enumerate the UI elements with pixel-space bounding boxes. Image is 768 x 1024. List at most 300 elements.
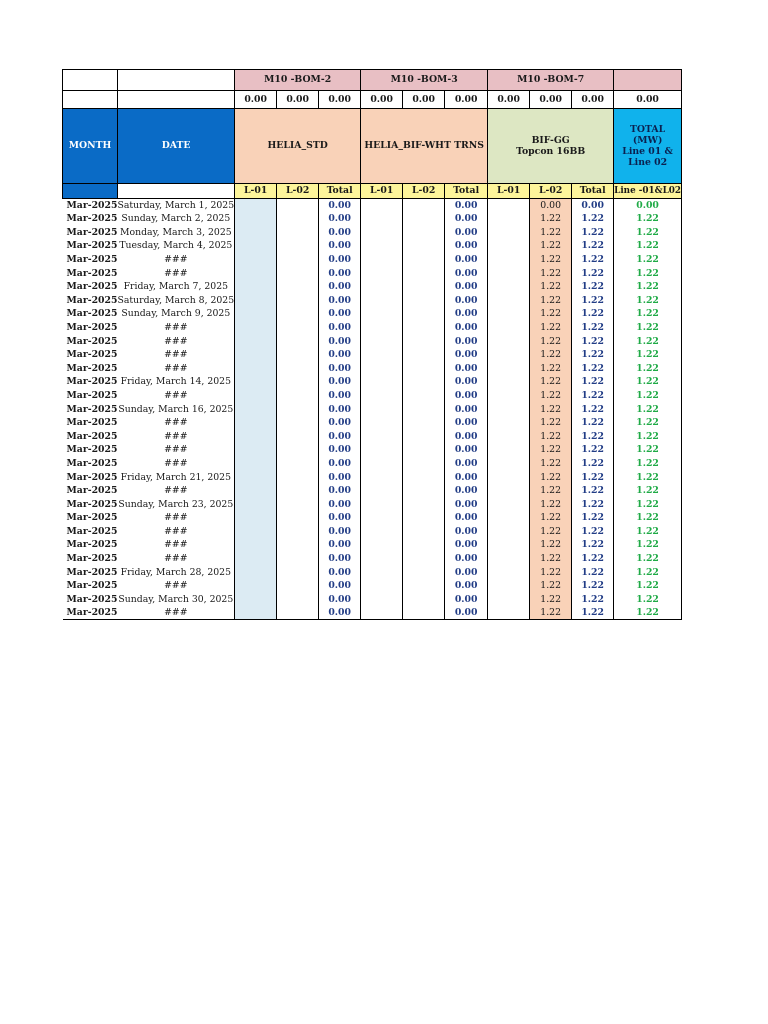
month-cell: Mar-2025 [66, 471, 118, 483]
l02-cell [403, 212, 445, 226]
l02-header: L-02 [277, 184, 319, 199]
l01-cell [235, 253, 277, 267]
l01-cell [235, 552, 277, 566]
l02-cell: 1.22 [530, 525, 572, 539]
month-cell: Mar-2025 [66, 553, 118, 565]
l02-cell: 1.22 [530, 470, 572, 484]
production-sheet [62, 69, 682, 620]
empty-cell [118, 70, 235, 91]
l02-cell: 1.22 [530, 362, 572, 376]
product-line-2: Topcon 16BB [516, 146, 586, 157]
total-cell: 0.00 [319, 375, 361, 389]
l01-cell [361, 199, 403, 213]
total-cell: 0.00 [445, 321, 488, 335]
total-cell: 1.22 [572, 484, 614, 498]
date-cell: ### [164, 525, 188, 537]
product-helia-std: HELIA_STD [235, 109, 361, 184]
date-cell: ### [164, 389, 188, 401]
l01-cell [488, 498, 530, 512]
month-cell: Mar-2025 [66, 417, 118, 429]
total-cell: 0.00 [445, 470, 488, 484]
group-value: 0.00 [572, 91, 614, 109]
total-cell: 0.00 [319, 280, 361, 294]
total-cell: 0.00 [445, 593, 488, 607]
total-cell: 1.22 [572, 579, 614, 593]
l02-cell [277, 593, 319, 607]
l01-header: L-01 [235, 184, 277, 199]
date-cell: ### [118, 606, 235, 620]
l01-cell [235, 212, 277, 226]
group-value: 0.00 [403, 91, 445, 109]
l02-cell: 1.22 [530, 321, 572, 335]
l02-cell: 1.22 [530, 593, 572, 607]
l02-cell [403, 362, 445, 376]
l01-cell [235, 593, 277, 607]
date-cell: ### [164, 539, 188, 551]
l01-cell [488, 389, 530, 403]
month-cell: Mar-2025 [66, 226, 118, 238]
l01-cell [235, 430, 277, 444]
l02-cell [403, 239, 445, 253]
l02-cell: 1.22 [530, 402, 572, 416]
l02-cell: 1.22 [530, 348, 572, 362]
l01-cell [488, 470, 530, 484]
l02-cell [403, 348, 445, 362]
total-cell: 0.00 [445, 226, 488, 240]
table-row [63, 239, 682, 253]
date-cell: ### [164, 362, 188, 374]
total-cell: 0.00 [445, 375, 488, 389]
total-cell: 0.00 [319, 226, 361, 240]
month-cell: Mar-2025 [66, 389, 118, 401]
total-cell: 1.22 [572, 402, 614, 416]
month-cell: Mar-2025 [66, 254, 118, 266]
month-cell: Mar-2025 [66, 321, 118, 333]
l02-cell [403, 416, 445, 430]
total-cell: 1.22 [572, 430, 614, 444]
product-header-row [63, 109, 682, 184]
date-cell: ### [164, 430, 188, 442]
l01-cell [235, 579, 277, 593]
l01-cell [235, 484, 277, 498]
total-cell: 0.00 [319, 212, 361, 226]
line-total-cell: 1.22 [614, 294, 682, 308]
l01-cell [488, 199, 530, 213]
product-helia-bif: HELIA_BIF-WHT TRNS [361, 109, 488, 184]
l02-cell: 1.22 [530, 389, 572, 403]
l02-cell [277, 498, 319, 512]
group-value: 0.00 [277, 91, 319, 109]
total-cell: 0.00 [319, 334, 361, 348]
total-cell: 0.00 [319, 579, 361, 593]
l02-cell [403, 280, 445, 294]
total-cell: 0.00 [572, 199, 614, 213]
total-cell: 1.22 [572, 362, 614, 376]
l02-cell [403, 484, 445, 498]
total-mw-line-3: Line 02 [628, 157, 668, 169]
total-cell: 0.00 [319, 239, 361, 253]
total-cell: 1.22 [572, 389, 614, 403]
date-cell: Friday, March 14, 2025 [120, 376, 231, 388]
l01-cell [235, 334, 277, 348]
total-cell: 0.00 [319, 402, 361, 416]
total-cell: 0.00 [319, 470, 361, 484]
total-cell: 1.22 [572, 606, 614, 620]
l01-cell [361, 416, 403, 430]
date-cell: ### [164, 321, 188, 333]
line-combined-header: Line -01&L02 [614, 184, 682, 199]
group-value: 0.00 [319, 91, 361, 109]
date-cell: Sunday, March 23, 2025 [118, 498, 234, 510]
table-row [63, 402, 682, 416]
total-mw-line-2: Line 01 & [622, 146, 673, 157]
table-row [63, 280, 682, 294]
line-total-cell: 1.22 [614, 239, 682, 253]
total-cell: 1.22 [572, 321, 614, 335]
empty-cell [118, 91, 235, 109]
table-row [63, 416, 682, 430]
total-cell: 0.00 [445, 457, 488, 471]
empty-cell [63, 91, 118, 109]
date-cell: ### [164, 457, 188, 469]
table-row [63, 199, 682, 213]
l01-cell [361, 362, 403, 376]
group-values-row [63, 91, 682, 109]
l01-cell [361, 280, 403, 294]
l01-cell [488, 443, 530, 457]
total-cell: 0.00 [445, 266, 488, 280]
month-cell: Mar-2025 [66, 566, 118, 578]
total-cell: 0.00 [445, 484, 488, 498]
group-name-2: M10 -BOM-3 [361, 70, 488, 91]
total-cell: 1.22 [572, 334, 614, 348]
total-cell: 1.22 [572, 348, 614, 362]
total-cell: 0.00 [445, 402, 488, 416]
product-bif-gg [488, 109, 614, 184]
l02-cell [277, 199, 319, 213]
l01-cell [361, 484, 403, 498]
l02-cell [277, 470, 319, 484]
l02-cell: 1.22 [530, 294, 572, 308]
line-total-cell: 1.22 [614, 430, 682, 444]
l02-cell [277, 307, 319, 321]
table-row [63, 552, 682, 566]
date-cell: ### [164, 335, 188, 347]
l01-cell [488, 457, 530, 471]
l01-cell [488, 334, 530, 348]
line-total-cell: 1.22 [614, 443, 682, 457]
total-cell: 1.22 [572, 416, 614, 430]
date-cell: ### [164, 349, 188, 361]
total-header: Total [445, 184, 488, 199]
month-cell: Mar-2025 [66, 444, 118, 456]
l01-cell [235, 280, 277, 294]
l02-cell [277, 334, 319, 348]
l02-cell [403, 498, 445, 512]
date-cell: Tuesday, March 4, 2025 [119, 240, 233, 252]
l02-cell [403, 334, 445, 348]
l02-cell: 1.22 [530, 226, 572, 240]
table-row [63, 525, 682, 539]
total-cell: 0.00 [445, 606, 488, 620]
total-cell: 1.22 [572, 266, 614, 280]
l02-cell [277, 226, 319, 240]
l02-cell [403, 606, 445, 620]
month-cell: Mar-2025 [66, 403, 118, 415]
l01-cell [361, 525, 403, 539]
total-cell: 1.22 [572, 593, 614, 607]
date-cell: Sunday, March 16, 2025 [118, 403, 234, 415]
l01-cell [235, 321, 277, 335]
l01-cell [361, 389, 403, 403]
l01-cell [361, 593, 403, 607]
total-cell: 0.00 [319, 253, 361, 267]
l02-cell: 1.22 [530, 280, 572, 294]
line-total-cell: 1.22 [614, 416, 682, 430]
l02-cell [403, 552, 445, 566]
date-cell: ### [164, 444, 188, 456]
l01-cell [488, 552, 530, 566]
l02-cell: 1.22 [530, 606, 572, 620]
l02-cell: 1.22 [530, 566, 572, 580]
total-cell: 0.00 [319, 430, 361, 444]
total-cell: 1.22 [572, 239, 614, 253]
l01-cell [235, 375, 277, 389]
total-cell: 0.00 [445, 566, 488, 580]
l02-cell [403, 266, 445, 280]
table-row [63, 226, 682, 240]
total-cell: 1.22 [572, 457, 614, 471]
date-cell: Friday, March 28, 2025 [120, 566, 231, 578]
l01-cell [488, 593, 530, 607]
l02-cell [277, 457, 319, 471]
table-row [63, 498, 682, 512]
total-cell: 1.22 [572, 498, 614, 512]
group-value: 0.00 [361, 91, 403, 109]
total-cell: 0.00 [319, 362, 361, 376]
l02-cell: 1.22 [530, 266, 572, 280]
table-row [63, 253, 682, 267]
l01-cell [488, 430, 530, 444]
total-cell: 0.00 [319, 294, 361, 308]
total-header: Total [319, 184, 361, 199]
date-cell: Saturday, March 8, 2025 [117, 294, 235, 306]
total-cell: 0.00 [445, 389, 488, 403]
l01-cell [235, 402, 277, 416]
l02-cell [277, 253, 319, 267]
total-cell: 0.00 [445, 212, 488, 226]
l02-cell: 1.22 [530, 443, 572, 457]
l02-cell [403, 525, 445, 539]
table-row [63, 389, 682, 403]
l02-cell [403, 579, 445, 593]
l01-cell [488, 294, 530, 308]
l01-header: L-01 [488, 184, 530, 199]
l02-cell: 1.22 [530, 239, 572, 253]
month-cell: Mar-2025 [63, 606, 118, 620]
l01-cell [488, 321, 530, 335]
l01-cell [361, 511, 403, 525]
total-cell: 0.00 [445, 538, 488, 552]
total-cell: 1.22 [572, 280, 614, 294]
l02-cell [403, 593, 445, 607]
group-header-row [63, 70, 682, 91]
line-total-cell: 1.22 [614, 375, 682, 389]
line-total-cell: 1.22 [614, 525, 682, 539]
l02-cell [403, 457, 445, 471]
line-total-cell: 1.22 [614, 457, 682, 471]
date-cell: Saturday, March 1, 2025 [117, 199, 235, 211]
l02-cell [403, 199, 445, 213]
date-cell: ### [164, 417, 188, 429]
l02-cell [277, 362, 319, 376]
l01-cell [235, 443, 277, 457]
month-cell: Mar-2025 [66, 539, 118, 551]
l01-cell [235, 538, 277, 552]
month-cell: Mar-2025 [66, 281, 118, 293]
table-row [63, 470, 682, 484]
l01-cell [361, 470, 403, 484]
empty-cell [614, 70, 682, 91]
table-row [63, 348, 682, 362]
table-row [63, 212, 682, 226]
month-cell: Mar-2025 [66, 593, 118, 605]
total-cell: 1.22 [572, 538, 614, 552]
l02-cell [403, 375, 445, 389]
line-total-cell: 1.22 [614, 280, 682, 294]
total-cell: 0.00 [319, 525, 361, 539]
total-cell: 0.00 [445, 430, 488, 444]
total-cell: 0.00 [319, 443, 361, 457]
table-row [63, 484, 682, 498]
l02-cell: 1.22 [530, 430, 572, 444]
l01-cell [361, 212, 403, 226]
l01-cell [488, 212, 530, 226]
month-cell: Mar-2025 [66, 213, 118, 225]
line-total-cell: 1.22 [614, 212, 682, 226]
line-total-cell: 1.22 [614, 484, 682, 498]
month-header: MONTH [63, 109, 118, 184]
total-cell: 0.00 [319, 389, 361, 403]
total-cell: 0.00 [319, 348, 361, 362]
total-cell: 0.00 [445, 498, 488, 512]
l02-cell: 1.22 [530, 307, 572, 321]
l01-cell [235, 566, 277, 580]
l02-cell [277, 375, 319, 389]
table-row [63, 457, 682, 471]
line-total-cell: 1.22 [614, 307, 682, 321]
total-cell: 1.22 [572, 511, 614, 525]
table-row [63, 566, 682, 580]
l01-cell [361, 457, 403, 471]
month-cell: Mar-2025 [66, 335, 118, 347]
line-total-cell: 0.00 [614, 199, 682, 213]
l01-cell [361, 375, 403, 389]
data-rows [63, 199, 682, 620]
total-cell: 0.00 [445, 525, 488, 539]
date-cell: Friday, March 7, 2025 [123, 281, 229, 293]
total-cell: 0.00 [319, 552, 361, 566]
total-cell: 1.22 [572, 470, 614, 484]
month-cell: Mar-2025 [66, 485, 118, 497]
group-value: 0.00 [488, 91, 530, 109]
date-cell: ### [164, 485, 188, 497]
total-cell: 0.00 [319, 266, 361, 280]
l01-cell [235, 199, 277, 213]
l02-cell [277, 416, 319, 430]
month-cell: Mar-2025 [66, 267, 118, 279]
l01-cell [488, 416, 530, 430]
total-cell: 1.22 [572, 294, 614, 308]
date-header: DATE [118, 109, 235, 184]
line-total-cell: 1.22 [614, 402, 682, 416]
product-line-1: BIF-GG [531, 134, 570, 146]
l01-cell [488, 484, 530, 498]
group-name-3: M10 -BOM-7 [488, 70, 614, 91]
line-total-cell: 1.22 [614, 253, 682, 267]
table-row [63, 538, 682, 552]
total-cell: 0.00 [445, 294, 488, 308]
l01-cell [235, 525, 277, 539]
l02-cell [277, 321, 319, 335]
month-cell: Mar-2025 [66, 376, 118, 388]
total-value: 0.00 [614, 91, 682, 109]
total-cell: 0.00 [445, 199, 488, 213]
table-row [63, 430, 682, 444]
l01-cell [235, 348, 277, 362]
table-row [63, 593, 682, 607]
month-cell: Mar-2025 [66, 525, 118, 537]
l02-cell: 1.22 [530, 579, 572, 593]
month-cell: Mar-2025 [66, 240, 118, 252]
l01-cell [488, 606, 530, 620]
l02-cell [403, 470, 445, 484]
l02-cell: 1.22 [530, 484, 572, 498]
l01-cell [488, 566, 530, 580]
total-mw-header [614, 109, 682, 184]
line-total-cell: 1.22 [614, 348, 682, 362]
month-cell: Mar-2025 [66, 362, 118, 374]
l02-cell [277, 525, 319, 539]
l01-cell [235, 511, 277, 525]
l01-cell [361, 348, 403, 362]
table-row [63, 579, 682, 593]
l01-cell [235, 416, 277, 430]
l01-cell [361, 538, 403, 552]
l01-cell [235, 457, 277, 471]
table-row [63, 334, 682, 348]
l02-cell [277, 579, 319, 593]
date-cell: Sunday, March 30, 2025 [118, 593, 234, 605]
l01-cell [361, 566, 403, 580]
l02-cell [403, 538, 445, 552]
total-cell: 0.00 [319, 484, 361, 498]
table-row [63, 375, 682, 389]
group-value: 0.00 [235, 91, 277, 109]
total-cell: 1.22 [572, 375, 614, 389]
l02-cell: 1.22 [530, 457, 572, 471]
line-total-cell: 1.22 [614, 226, 682, 240]
l01-cell [361, 606, 403, 620]
total-cell: 0.00 [319, 457, 361, 471]
l02-header: L-02 [530, 184, 572, 199]
l01-cell [235, 606, 277, 620]
l01-cell [361, 239, 403, 253]
table-row [63, 321, 682, 335]
l02-cell [277, 552, 319, 566]
line-total-cell: 1.22 [614, 498, 682, 512]
l01-cell [361, 579, 403, 593]
